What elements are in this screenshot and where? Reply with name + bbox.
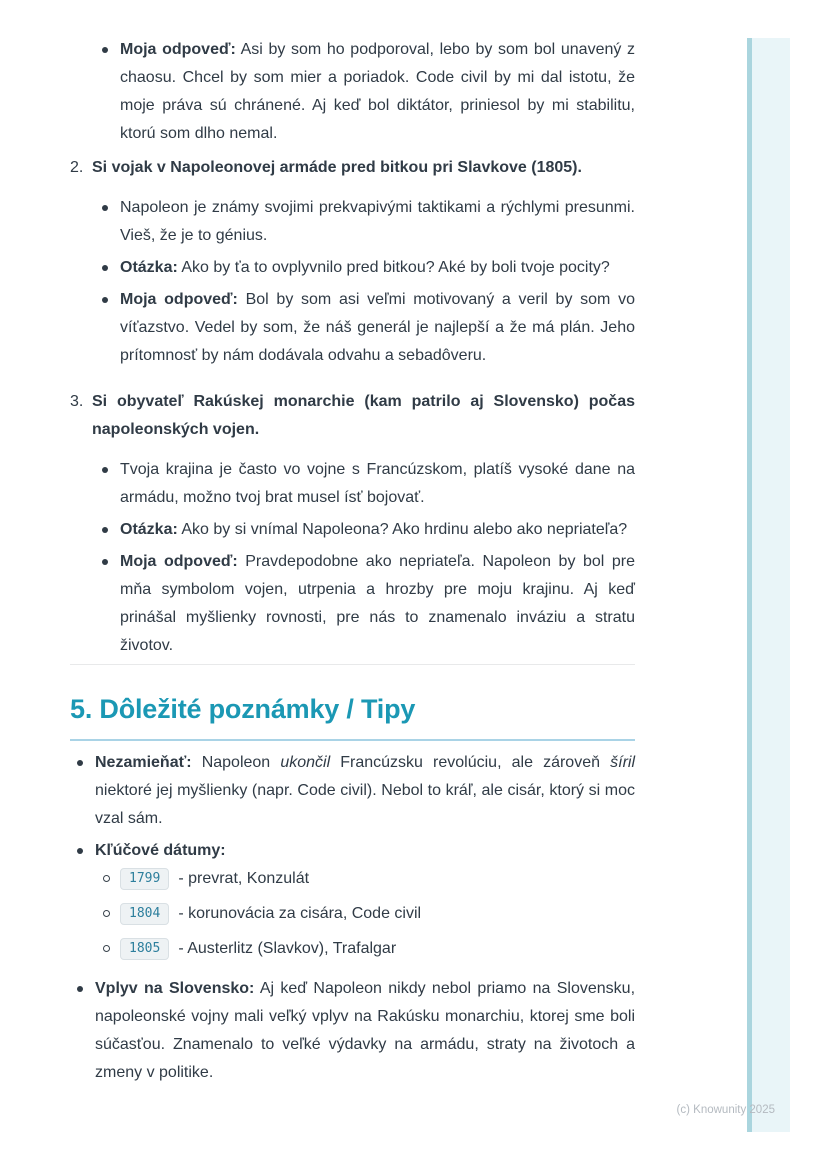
list-item [100, 456, 635, 512]
numbered-item-2 [70, 154, 635, 370]
bullet-disc-icon [100, 286, 120, 370]
numbered-item-2-title: Si vojak v Napoleonovej armáde pred bitkou pri Slavkove (1805). [92, 159, 582, 176]
date-item-1805 [103, 935, 635, 963]
copyright-footer: (c) Knowunity 2025 [676, 1104, 775, 1116]
list-item-text [120, 254, 635, 282]
bullet-disc-icon [100, 548, 120, 660]
list-item-text [120, 516, 635, 544]
bullet-dot [102, 297, 108, 303]
list-item [100, 516, 635, 544]
bullet-disc-icon [100, 194, 120, 250]
bullet-ring [103, 875, 110, 882]
list-item [100, 254, 635, 282]
note-bullet-vplyv-na-slovensko [75, 975, 635, 1087]
bullet-disc-icon [100, 36, 120, 148]
dates-label: Kľúčové dátumy: [95, 842, 226, 859]
bullet-dot [77, 986, 83, 992]
date-item-text [120, 865, 309, 893]
list-item-body: Pravdepodobne ako nepriateľa. Napoleon by bol pre mňa symbolom vojen, utrpenia a hrozby pre moju krajinu. Aj keď prinášal myšlienky rovnosti, pre nás to znamenalo inváziu a stratu životov. [120, 553, 636, 654]
document-content [70, 36, 635, 1091]
numbered-item-3 [70, 388, 635, 660]
date-item-body: - prevrat, Konzulát [178, 870, 310, 887]
bullet-disc-icon [75, 837, 95, 963]
bullet-dot [102, 265, 108, 271]
note-label: Vplyv na Slovensko: [95, 980, 255, 997]
list-item-label: Otázka: [120, 521, 178, 538]
bullet-disc-icon [75, 749, 95, 833]
list-item [100, 548, 635, 660]
list-item-label: Otázka: [120, 259, 178, 276]
bullet-dot [102, 47, 108, 53]
intro-bullet-item [100, 36, 635, 148]
list-item-text [120, 548, 635, 660]
year-badge: 1805 [120, 938, 169, 960]
bullet-dot [102, 467, 108, 473]
bullet-ring [103, 945, 110, 952]
date-item-1799 [103, 865, 635, 893]
numbered-item-3-heading [70, 388, 635, 444]
numbered-item-3-bullets [100, 456, 635, 660]
numbered-item-2-heading [70, 154, 635, 182]
dates-sub-list [103, 865, 635, 963]
bullet-disc-icon [100, 456, 120, 512]
date-item-body: - korunovácia za cisára, Code civil [178, 905, 422, 922]
intro-bullet-label: Moja odpoveď: [120, 41, 236, 58]
year-badge: 1799 [120, 868, 169, 890]
bullet-dot [102, 559, 108, 565]
section-5-heading: 5. Dôležité poznámky / Tipy [70, 691, 635, 741]
list-item-body: Napoleon je známy svojimi prekvapivými taktikami a rýchlymi presunmi. Vieš, že je to génius. [120, 199, 635, 244]
note-italic-word: šíril [610, 754, 636, 771]
date-item-body: - Austerlitz (Slavkov), Trafalgar [178, 940, 397, 957]
note-body: Francúzsku revolúciu, ale zároveň [330, 754, 611, 771]
numbered-item-2-bullets [100, 194, 635, 370]
intro-bullet-text [120, 36, 635, 148]
date-item-1804 [103, 900, 635, 928]
list-item [100, 194, 635, 250]
page-edge-accent-panel [752, 38, 790, 1132]
date-item-text [120, 935, 396, 963]
list-item [100, 286, 635, 370]
list-item-label: Moja odpoveď: [120, 553, 238, 570]
list-item-body: Ako by ťa to ovplyvnilo pred bitkou? Aké by boli tvoje pocity? [177, 259, 610, 276]
intro-bullet-list [100, 36, 635, 148]
bullet-circle-icon [103, 935, 120, 963]
list-item-text [120, 194, 635, 250]
numbered-item-3-number: 3. [70, 393, 84, 410]
list-item-body: Ako by si vnímal Napoleona? Ako hrdinu alebo ako nepriateľa? [177, 521, 628, 538]
list-item-label: Moja odpoveď: [120, 291, 238, 308]
note-text [95, 749, 635, 833]
bullet-dot [77, 760, 83, 766]
note-body: Aj keď Napoleon nikdy nebol priamo na Slovensku, napoleonské vojny mali veľký vplyv na Rakúsku monarchiu, ktorej sme boli súčasťou. Znamenalo to veľké výdavky na armádu, straty na životoch a zmeny v politike. [95, 980, 636, 1081]
list-item-body: Tvoja krajina je často vo vojne s Francúzskom, platíš vysoké dane na armádu, možno tvoj brat musel ísť bojovať. [120, 461, 635, 506]
date-item-text [120, 900, 421, 928]
note-body: niektoré jej myšlienky (napr. Code civil). Nebol to kráľ, ale cisár, ktorý si moc vzal sám. [95, 782, 635, 827]
year-badge: 1804 [120, 903, 169, 925]
numbered-item-3-title: Si obyvateľ Rakúskej monarchie (kam patrilo aj Slovensko) počas napoleonských vojen. [92, 393, 635, 438]
bullet-dot [77, 848, 83, 854]
bullet-circle-icon [103, 900, 120, 928]
dates-block [95, 837, 635, 963]
note-bullet-nezamienat [75, 749, 635, 833]
bullet-circle-icon [103, 865, 120, 893]
bullet-dot [102, 205, 108, 211]
note-italic-word: ukončil [280, 754, 331, 771]
bullet-disc-icon [100, 516, 120, 544]
bullet-disc-icon [100, 254, 120, 282]
intro-bullet-body: Asi by som ho podporoval, lebo by som bol unavený z chaosu. Chcel by som mier a poriadok. Code civil by mi dal istotu, že moje práva sú chránené. Aj keď bol diktátor, priniesol by mi stabilitu, ktorú som dlho nemal. [120, 41, 636, 142]
bullet-dot [102, 527, 108, 533]
note-label: Nezamieňať: [95, 754, 192, 771]
section-5-notes-list [75, 749, 635, 1087]
list-item-text [120, 286, 635, 370]
list-item-text [120, 456, 635, 512]
bullet-ring [103, 910, 110, 917]
list-item-body: Bol by som asi veľmi motivovaný a veril by som vo víťazstvo. Vedel by som, že náš generál je najlepší a že má plán. Jeho prítomnosť by nám dodávala odvahu a sebadôveru. [120, 291, 635, 364]
note-body: Napoleon [191, 754, 281, 771]
section-divider [70, 664, 635, 665]
bullet-disc-icon [75, 975, 95, 1087]
note-text [95, 975, 635, 1087]
note-bullet-klucove-datumy [75, 837, 635, 963]
numbered-item-2-number: 2. [70, 159, 84, 176]
